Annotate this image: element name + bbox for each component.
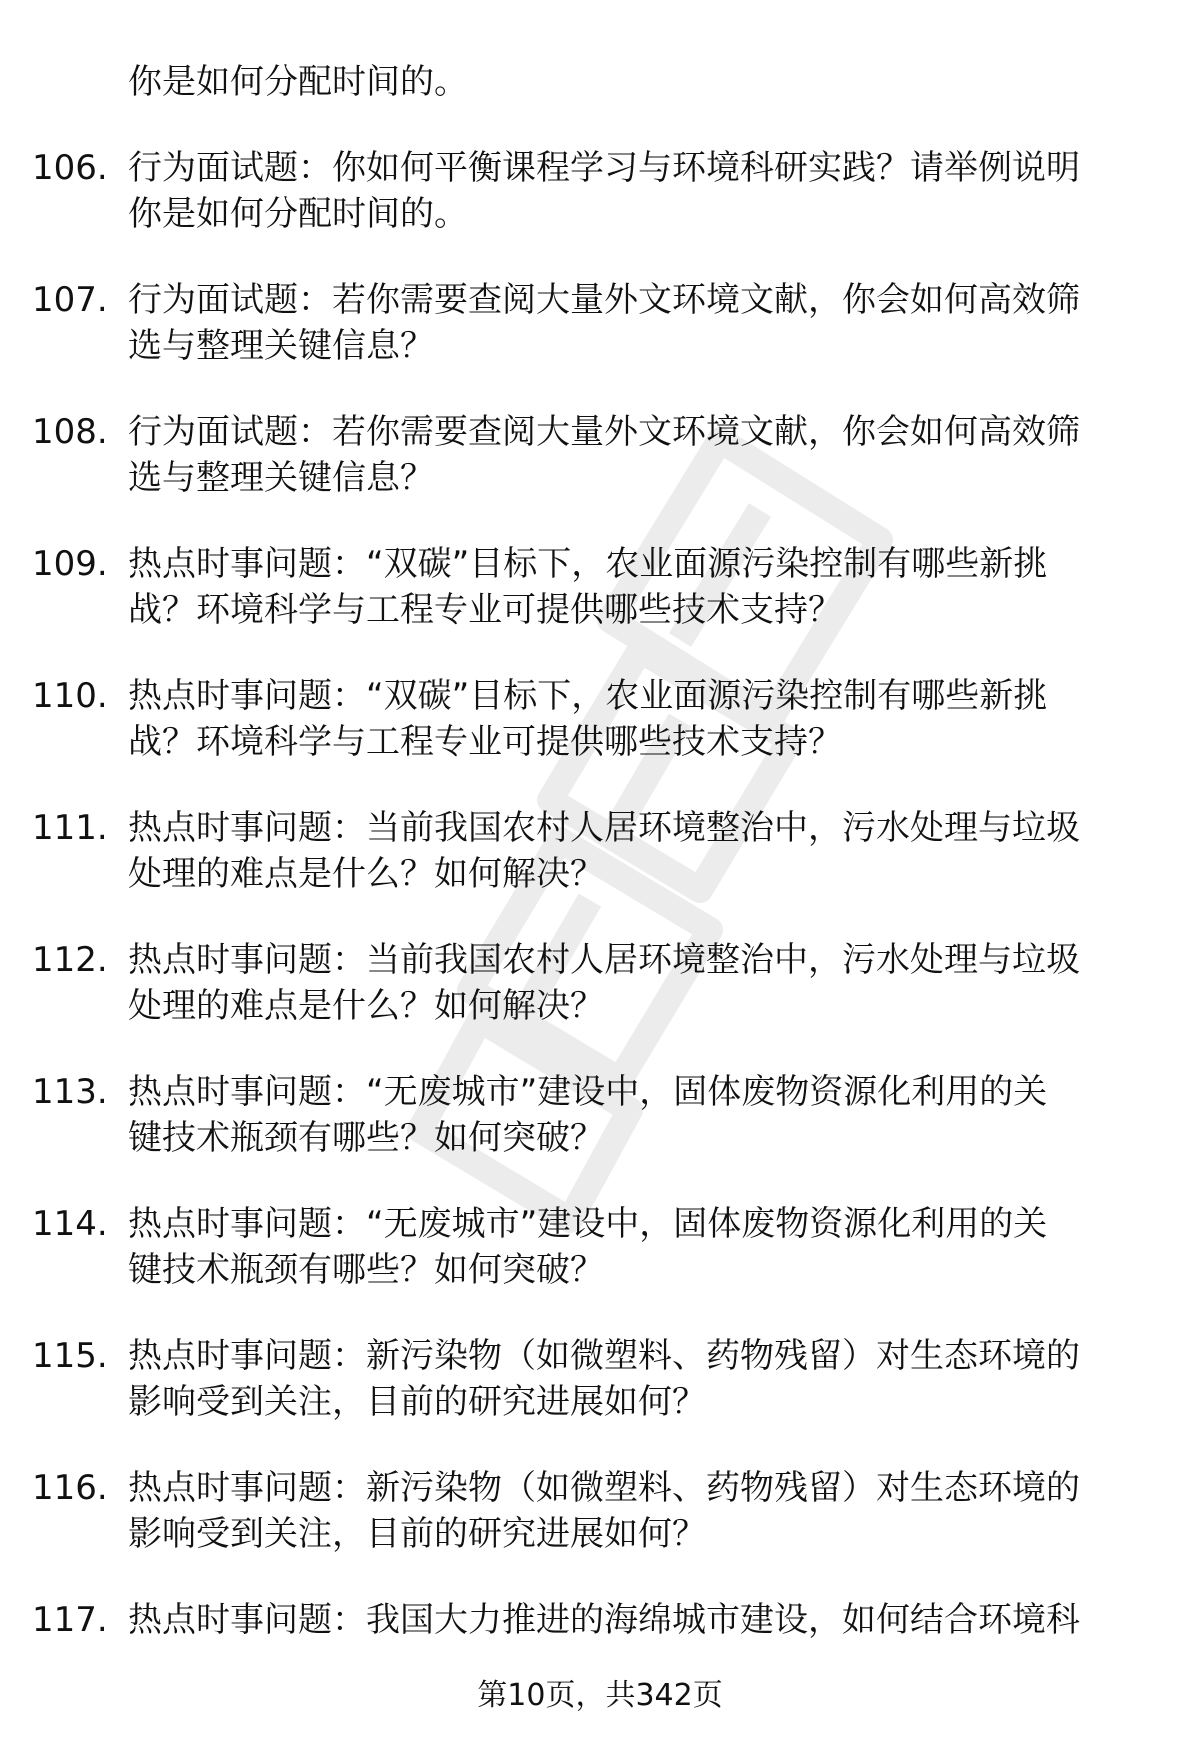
list-item: [0, 1200, 1200, 1332]
item-number: 116.: [32, 1468, 108, 1508]
item-number: 114.: [32, 1204, 108, 1244]
item-text-line: 影响受到关注，目前的研究进展如何？: [128, 1382, 706, 1422]
list-item: [0, 1332, 1200, 1464]
item-text-line: 键技术瓶颈有哪些？如何突破？: [128, 1250, 604, 1290]
continuation-text: 你是如何分配时间的。: [128, 62, 468, 102]
list-item: [0, 1464, 1200, 1596]
item-text-line: 热点时事问题：我国大力推进的海绵城市建设，如何结合环境科: [128, 1600, 1080, 1640]
item-number: 108.: [32, 412, 108, 452]
item-text-line: 热点时事问题：新污染物（如微塑料、药物残留）对生态环境的: [128, 1468, 1080, 1508]
list-item: [0, 144, 1200, 276]
item-text-line: 选与整理关键信息？: [128, 458, 434, 498]
item-text-line: 战？环境科学与工程专业可提供哪些技术支持？: [128, 722, 842, 762]
item-text-line: 处理的难点是什么？如何解决？: [128, 854, 604, 894]
item-text-line: 行为面试题：若你需要查阅大量外文环境文献，你会如何高效筛: [128, 412, 1080, 452]
item-number: 112.: [32, 940, 108, 980]
item-number: 113.: [32, 1072, 108, 1112]
list-item: [0, 672, 1200, 804]
list-item: [0, 276, 1200, 408]
item-text-line: 影响受到关注，目前的研究进展如何？: [128, 1514, 706, 1554]
item-number: 106.: [32, 148, 108, 188]
item-number: 110.: [32, 676, 108, 716]
item-number: 107.: [32, 280, 108, 320]
item-text-line: 热点时事问题：“无废城市”建设中，固体废物资源化利用的关: [128, 1204, 1048, 1244]
item-text-line: 战？环境科学与工程专业可提供哪些技术支持？: [128, 590, 842, 630]
item-text-line: 热点时事问题：当前我国农村人居环境整治中，污水处理与垃圾: [128, 808, 1080, 848]
item-number: 115.: [32, 1336, 108, 1376]
item-text-line: 热点时事问题：“双碳”目标下，农业面源污染控制有哪些新挑: [128, 544, 1048, 584]
item-text-line: 行为面试题：你如何平衡课程学习与环境科研实践？请举例说明: [128, 148, 1080, 188]
item-text-line: 热点时事问题：“无废城市”建设中，固体废物资源化利用的关: [128, 1072, 1048, 1112]
list-item: [0, 936, 1200, 1068]
item-number: 117.: [32, 1600, 108, 1640]
item-text-line: 行为面试题：若你需要查阅大量外文环境文献，你会如何高效筛: [128, 280, 1080, 320]
item-number: 109.: [32, 544, 108, 584]
list-item: [0, 408, 1200, 540]
item-text-line: 热点时事问题：当前我国农村人居环境整治中，污水处理与垃圾: [128, 940, 1080, 980]
list-item: [0, 540, 1200, 672]
list-item: [0, 1068, 1200, 1200]
item-text-line: 热点时事问题：“双碳”目标下，农业面源污染控制有哪些新挑: [128, 676, 1048, 716]
page-footer: 第10页，共342页: [477, 1678, 723, 1713]
list-item: [0, 804, 1200, 936]
item-text-line: 选与整理关键信息？: [128, 326, 434, 366]
item-text-line: 热点时事问题：新污染物（如微塑料、药物残留）对生态环境的: [128, 1336, 1080, 1376]
question-list: [0, 144, 1200, 1728]
item-number: 111.: [32, 808, 108, 848]
item-text-line: 你是如何分配时间的。: [128, 194, 468, 234]
item-text-line: 处理的难点是什么？如何解决？: [128, 986, 604, 1026]
item-text-line: 键技术瓶颈有哪些？如何突破？: [128, 1118, 604, 1158]
